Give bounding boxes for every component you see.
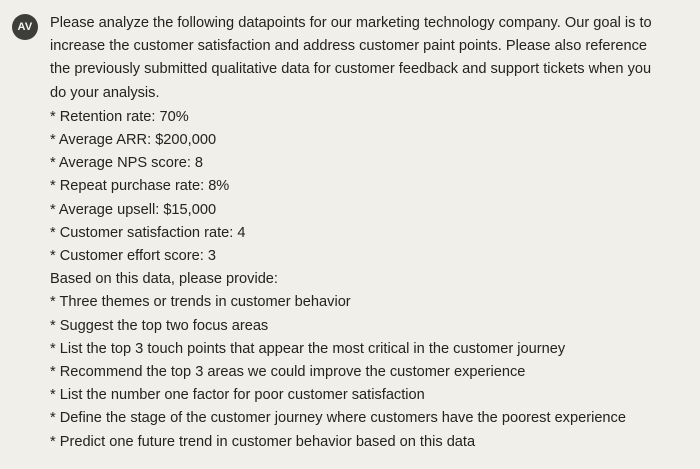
avatar: AV	[12, 14, 38, 40]
datapoint-item: * Repeat purchase rate: 8%	[50, 178, 230, 195]
datapoint-item: * Average upsell: $15,000	[50, 201, 217, 218]
request-intro: Based on this data, please provide:	[50, 271, 278, 288]
datapoint-item: * Average NPS score: 8	[50, 155, 204, 172]
request-item: * Recommend the top 3 areas we could improve the customer experience	[50, 364, 526, 381]
request-item: * Predict one future trend in customer behavior based on this data	[50, 433, 476, 450]
message-intro-paragraph: Please analyze the following datapoints for our marketing technology company. Our goal is to increase the customer satisfaction and address customer paint points. Please also reference the previously submitted qualitative data for customer feedback and support tickets when you do your analysis.	[50, 15, 652, 101]
request-item: * Define the stage of the customer journey where customers have the poorest experience	[50, 410, 626, 427]
request-item: * List the top 3 touch points that appear the most critical in the customer journey	[50, 340, 566, 357]
request-item: * Suggest the top two focus areas	[50, 317, 269, 334]
datapoint-item: * Average ARR: $200,000	[50, 132, 217, 149]
datapoint-item: * Customer satisfaction rate: 4	[50, 224, 246, 241]
request-item: * List the number one factor for poor customer satisfaction	[50, 387, 425, 404]
datapoint-item: * Customer effort score: 3	[50, 248, 217, 265]
request-item: * Three themes or trends in customer behavior	[50, 294, 351, 311]
message-content	[50, 12, 686, 454]
datapoint-item: * Retention rate: 70%	[50, 108, 189, 125]
